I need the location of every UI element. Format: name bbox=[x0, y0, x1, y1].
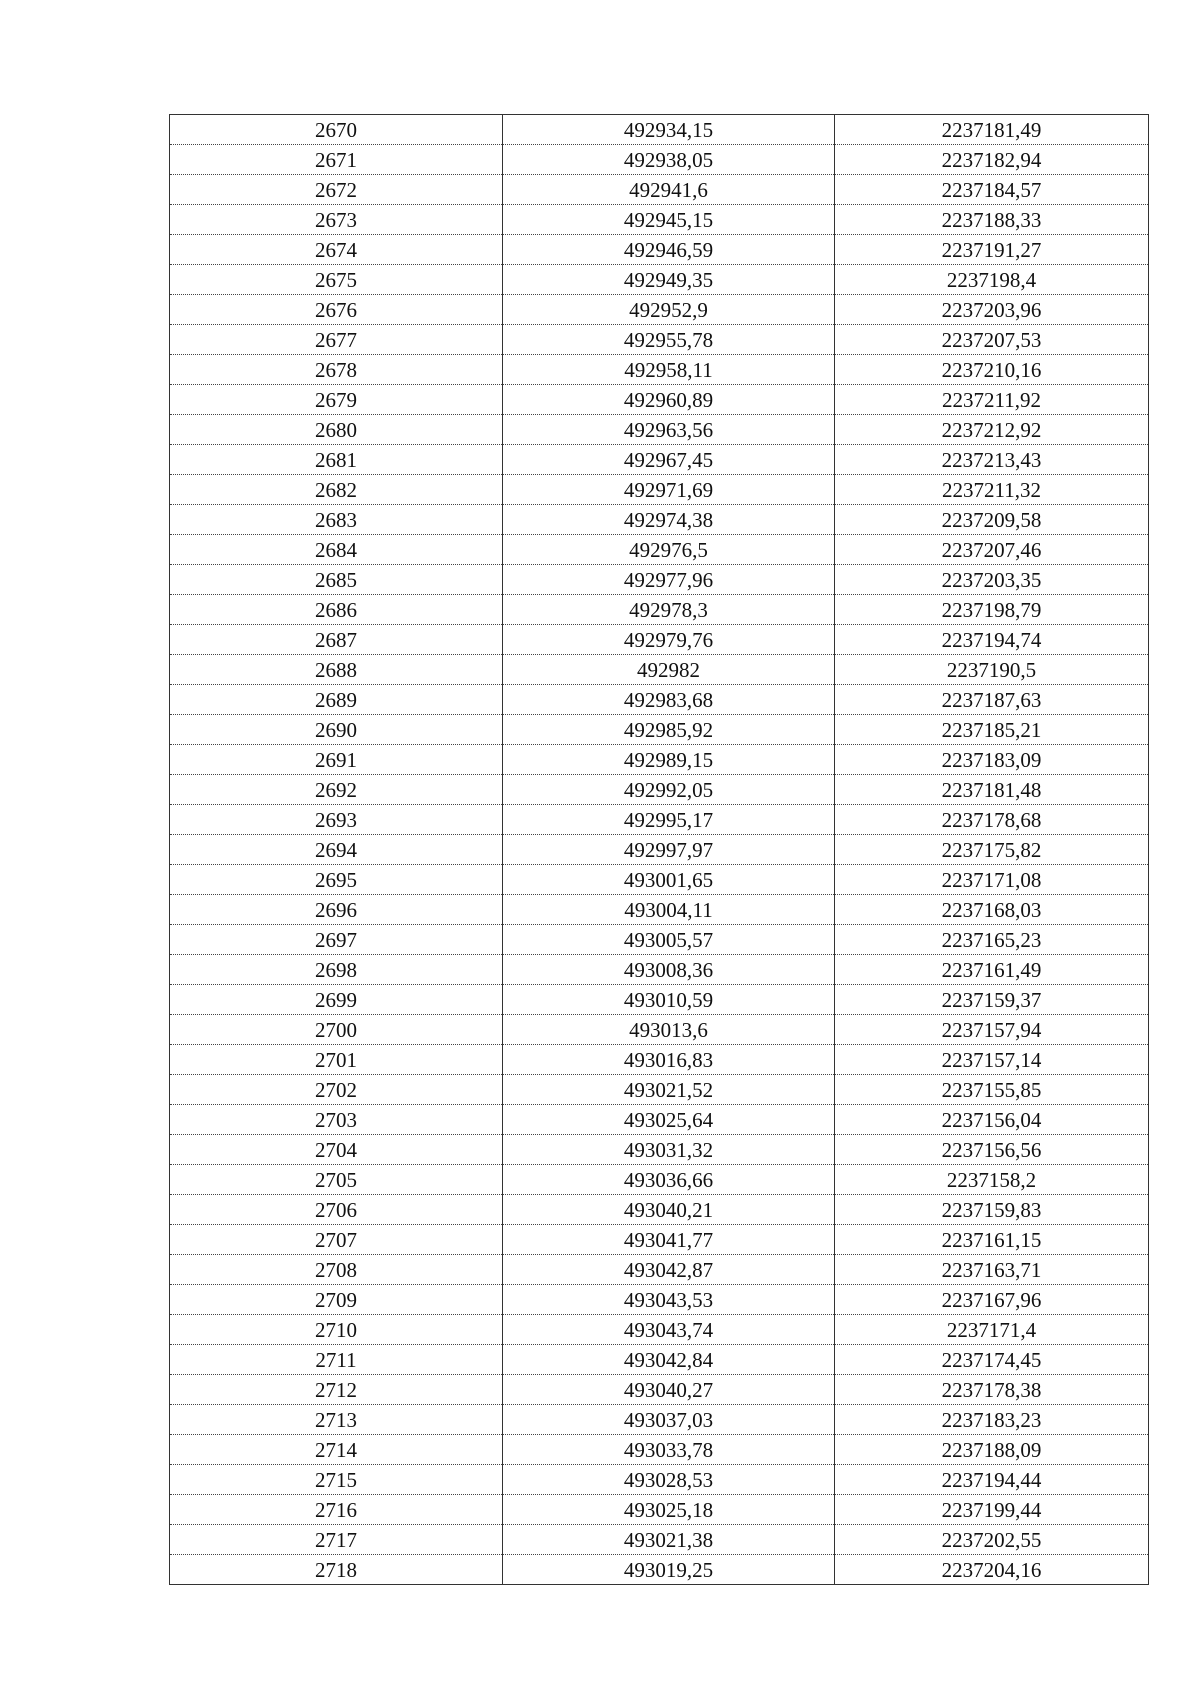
x-coordinate-cell: 493042,87 bbox=[503, 1255, 835, 1285]
table-row bbox=[170, 475, 1149, 505]
x-coordinate-cell: 492958,11 bbox=[503, 355, 835, 385]
y-coordinate-cell: 2237211,32 bbox=[835, 475, 1149, 505]
table-row bbox=[170, 205, 1149, 235]
table-row bbox=[170, 835, 1149, 865]
table-row bbox=[170, 115, 1149, 145]
y-coordinate-cell: 2237174,45 bbox=[835, 1345, 1149, 1375]
x-coordinate-cell: 493004,11 bbox=[503, 895, 835, 925]
table-row bbox=[170, 1345, 1149, 1375]
x-coordinate-cell: 492982 bbox=[503, 655, 835, 685]
x-coordinate-cell: 492995,17 bbox=[503, 805, 835, 835]
point-number-cell: 2674 bbox=[170, 235, 503, 265]
x-coordinate-cell: 493013,6 bbox=[503, 1015, 835, 1045]
x-coordinate-cell: 492985,92 bbox=[503, 715, 835, 745]
table-row bbox=[170, 1555, 1149, 1585]
x-coordinate-cell: 492989,15 bbox=[503, 745, 835, 775]
point-number-cell: 2692 bbox=[170, 775, 503, 805]
point-number-cell: 2695 bbox=[170, 865, 503, 895]
table-row bbox=[170, 385, 1149, 415]
point-number-cell: 2718 bbox=[170, 1555, 503, 1585]
table-row bbox=[170, 325, 1149, 355]
table-row bbox=[170, 1495, 1149, 1525]
x-coordinate-cell: 492938,05 bbox=[503, 145, 835, 175]
x-coordinate-cell: 493019,25 bbox=[503, 1555, 835, 1585]
y-coordinate-cell: 2237157,94 bbox=[835, 1015, 1149, 1045]
point-number-cell: 2717 bbox=[170, 1525, 503, 1555]
x-coordinate-cell: 493043,74 bbox=[503, 1315, 835, 1345]
point-number-cell: 2710 bbox=[170, 1315, 503, 1345]
y-coordinate-cell: 2237188,09 bbox=[835, 1435, 1149, 1465]
y-coordinate-cell: 2237213,43 bbox=[835, 445, 1149, 475]
table-row bbox=[170, 715, 1149, 745]
x-coordinate-cell: 493001,65 bbox=[503, 865, 835, 895]
table-row bbox=[170, 1045, 1149, 1075]
x-coordinate-cell: 493008,36 bbox=[503, 955, 835, 985]
point-number-cell: 2706 bbox=[170, 1195, 503, 1225]
x-coordinate-cell: 492967,45 bbox=[503, 445, 835, 475]
y-coordinate-cell: 2237207,46 bbox=[835, 535, 1149, 565]
table-row bbox=[170, 1525, 1149, 1555]
y-coordinate-cell: 2237204,16 bbox=[835, 1555, 1149, 1585]
point-number-cell: 2713 bbox=[170, 1405, 503, 1435]
y-coordinate-cell: 2237178,68 bbox=[835, 805, 1149, 835]
x-coordinate-cell: 493010,59 bbox=[503, 985, 835, 1015]
table-row bbox=[170, 1165, 1149, 1195]
table-row bbox=[170, 1105, 1149, 1135]
x-coordinate-cell: 492955,78 bbox=[503, 325, 835, 355]
y-coordinate-cell: 2237183,09 bbox=[835, 745, 1149, 775]
point-number-cell: 2670 bbox=[170, 115, 503, 145]
y-coordinate-cell: 2237178,38 bbox=[835, 1375, 1149, 1405]
y-coordinate-cell: 2237158,2 bbox=[835, 1165, 1149, 1195]
y-coordinate-cell: 2237167,96 bbox=[835, 1285, 1149, 1315]
y-coordinate-cell: 2237203,96 bbox=[835, 295, 1149, 325]
point-number-cell: 2708 bbox=[170, 1255, 503, 1285]
x-coordinate-cell: 492963,56 bbox=[503, 415, 835, 445]
x-coordinate-cell: 492983,68 bbox=[503, 685, 835, 715]
x-coordinate-cell: 493025,64 bbox=[503, 1105, 835, 1135]
point-number-cell: 2679 bbox=[170, 385, 503, 415]
table-row bbox=[170, 745, 1149, 775]
x-coordinate-cell: 492949,35 bbox=[503, 265, 835, 295]
table-row bbox=[170, 985, 1149, 1015]
x-coordinate-cell: 492952,9 bbox=[503, 295, 835, 325]
table-row bbox=[170, 265, 1149, 295]
x-coordinate-cell: 493028,53 bbox=[503, 1465, 835, 1495]
y-coordinate-cell: 2237181,48 bbox=[835, 775, 1149, 805]
table-row bbox=[170, 895, 1149, 925]
y-coordinate-cell: 2237212,92 bbox=[835, 415, 1149, 445]
y-coordinate-cell: 2237187,63 bbox=[835, 685, 1149, 715]
point-number-cell: 2690 bbox=[170, 715, 503, 745]
point-number-cell: 2701 bbox=[170, 1045, 503, 1075]
point-number-cell: 2689 bbox=[170, 685, 503, 715]
y-coordinate-cell: 2237199,44 bbox=[835, 1495, 1149, 1525]
point-number-cell: 2694 bbox=[170, 835, 503, 865]
x-coordinate-cell: 493021,38 bbox=[503, 1525, 835, 1555]
point-number-cell: 2685 bbox=[170, 565, 503, 595]
x-coordinate-cell: 493036,66 bbox=[503, 1165, 835, 1195]
table-row bbox=[170, 775, 1149, 805]
y-coordinate-cell: 2237175,82 bbox=[835, 835, 1149, 865]
table-row bbox=[170, 1315, 1149, 1345]
point-number-cell: 2676 bbox=[170, 295, 503, 325]
y-coordinate-cell: 2237165,23 bbox=[835, 925, 1149, 955]
table-row bbox=[170, 445, 1149, 475]
x-coordinate-cell: 493033,78 bbox=[503, 1435, 835, 1465]
point-number-cell: 2709 bbox=[170, 1285, 503, 1315]
y-coordinate-cell: 2237210,16 bbox=[835, 355, 1149, 385]
table-row bbox=[170, 1225, 1149, 1255]
y-coordinate-cell: 2237161,15 bbox=[835, 1225, 1149, 1255]
coordinate-table bbox=[169, 114, 1149, 1585]
x-coordinate-cell: 492974,38 bbox=[503, 505, 835, 535]
table-row bbox=[170, 805, 1149, 835]
point-number-cell: 2688 bbox=[170, 655, 503, 685]
x-coordinate-cell: 492977,96 bbox=[503, 565, 835, 595]
point-number-cell: 2683 bbox=[170, 505, 503, 535]
point-number-cell: 2704 bbox=[170, 1135, 503, 1165]
point-number-cell: 2681 bbox=[170, 445, 503, 475]
x-coordinate-cell: 492971,69 bbox=[503, 475, 835, 505]
point-number-cell: 2703 bbox=[170, 1105, 503, 1135]
x-coordinate-cell: 493043,53 bbox=[503, 1285, 835, 1315]
point-number-cell: 2696 bbox=[170, 895, 503, 925]
x-coordinate-cell: 492946,59 bbox=[503, 235, 835, 265]
point-number-cell: 2671 bbox=[170, 145, 503, 175]
point-number-cell: 2673 bbox=[170, 205, 503, 235]
point-number-cell: 2680 bbox=[170, 415, 503, 445]
x-coordinate-cell: 493021,52 bbox=[503, 1075, 835, 1105]
y-coordinate-cell: 2237209,58 bbox=[835, 505, 1149, 535]
x-coordinate-cell: 493025,18 bbox=[503, 1495, 835, 1525]
point-number-cell: 2684 bbox=[170, 535, 503, 565]
x-coordinate-cell: 492945,15 bbox=[503, 205, 835, 235]
y-coordinate-cell: 2237159,83 bbox=[835, 1195, 1149, 1225]
table-row bbox=[170, 145, 1149, 175]
x-coordinate-cell: 493040,27 bbox=[503, 1375, 835, 1405]
table-row bbox=[170, 655, 1149, 685]
table-row bbox=[170, 595, 1149, 625]
point-number-cell: 2698 bbox=[170, 955, 503, 985]
point-number-cell: 2691 bbox=[170, 745, 503, 775]
point-number-cell: 2714 bbox=[170, 1435, 503, 1465]
y-coordinate-cell: 2237202,55 bbox=[835, 1525, 1149, 1555]
y-coordinate-cell: 2237161,49 bbox=[835, 955, 1149, 985]
y-coordinate-cell: 2237194,44 bbox=[835, 1465, 1149, 1495]
point-number-cell: 2716 bbox=[170, 1495, 503, 1525]
table-row bbox=[170, 175, 1149, 205]
y-coordinate-cell: 2237159,37 bbox=[835, 985, 1149, 1015]
y-coordinate-cell: 2237168,03 bbox=[835, 895, 1149, 925]
point-number-cell: 2672 bbox=[170, 175, 503, 205]
point-number-cell: 2700 bbox=[170, 1015, 503, 1045]
table-row bbox=[170, 355, 1149, 385]
table-row bbox=[170, 505, 1149, 535]
table-row bbox=[170, 1465, 1149, 1495]
x-coordinate-cell: 492992,05 bbox=[503, 775, 835, 805]
table-row bbox=[170, 1015, 1149, 1045]
table-row bbox=[170, 1075, 1149, 1105]
point-number-cell: 2711 bbox=[170, 1345, 503, 1375]
x-coordinate-cell: 492997,97 bbox=[503, 835, 835, 865]
y-coordinate-cell: 2237194,74 bbox=[835, 625, 1149, 655]
x-coordinate-cell: 493005,57 bbox=[503, 925, 835, 955]
table-row bbox=[170, 865, 1149, 895]
table-row bbox=[170, 235, 1149, 265]
y-coordinate-cell: 2237190,5 bbox=[835, 655, 1149, 685]
table-row bbox=[170, 1135, 1149, 1165]
x-coordinate-cell: 492960,89 bbox=[503, 385, 835, 415]
table-row bbox=[170, 925, 1149, 955]
table-row bbox=[170, 1285, 1149, 1315]
x-coordinate-cell: 492941,6 bbox=[503, 175, 835, 205]
y-coordinate-cell: 2237188,33 bbox=[835, 205, 1149, 235]
table-row bbox=[170, 1405, 1149, 1435]
x-coordinate-cell: 493037,03 bbox=[503, 1405, 835, 1435]
table-row bbox=[170, 1255, 1149, 1285]
y-coordinate-cell: 2237163,71 bbox=[835, 1255, 1149, 1285]
x-coordinate-cell: 492978,3 bbox=[503, 595, 835, 625]
y-coordinate-cell: 2237156,56 bbox=[835, 1135, 1149, 1165]
x-coordinate-cell: 493042,84 bbox=[503, 1345, 835, 1375]
y-coordinate-cell: 2237184,57 bbox=[835, 175, 1149, 205]
point-number-cell: 2705 bbox=[170, 1165, 503, 1195]
y-coordinate-cell: 2237171,4 bbox=[835, 1315, 1149, 1345]
point-number-cell: 2687 bbox=[170, 625, 503, 655]
y-coordinate-cell: 2237198,79 bbox=[835, 595, 1149, 625]
point-number-cell: 2707 bbox=[170, 1225, 503, 1255]
point-number-cell: 2699 bbox=[170, 985, 503, 1015]
coordinate-table-body bbox=[170, 115, 1149, 1585]
point-number-cell: 2697 bbox=[170, 925, 503, 955]
table-row bbox=[170, 535, 1149, 565]
y-coordinate-cell: 2237155,85 bbox=[835, 1075, 1149, 1105]
point-number-cell: 2702 bbox=[170, 1075, 503, 1105]
y-coordinate-cell: 2237198,4 bbox=[835, 265, 1149, 295]
x-coordinate-cell: 492979,76 bbox=[503, 625, 835, 655]
x-coordinate-cell: 492934,15 bbox=[503, 115, 835, 145]
y-coordinate-cell: 2237181,49 bbox=[835, 115, 1149, 145]
table-row bbox=[170, 1375, 1149, 1405]
y-coordinate-cell: 2237203,35 bbox=[835, 565, 1149, 595]
table-row bbox=[170, 625, 1149, 655]
y-coordinate-cell: 2237191,27 bbox=[835, 235, 1149, 265]
table-row bbox=[170, 955, 1149, 985]
point-number-cell: 2712 bbox=[170, 1375, 503, 1405]
table-row bbox=[170, 1195, 1149, 1225]
y-coordinate-cell: 2237207,53 bbox=[835, 325, 1149, 355]
x-coordinate-cell: 493016,83 bbox=[503, 1045, 835, 1075]
point-number-cell: 2675 bbox=[170, 265, 503, 295]
y-coordinate-cell: 2237185,21 bbox=[835, 715, 1149, 745]
table-row bbox=[170, 565, 1149, 595]
point-number-cell: 2678 bbox=[170, 355, 503, 385]
point-number-cell: 2693 bbox=[170, 805, 503, 835]
x-coordinate-cell: 493041,77 bbox=[503, 1225, 835, 1255]
table-row bbox=[170, 685, 1149, 715]
point-number-cell: 2682 bbox=[170, 475, 503, 505]
table-row bbox=[170, 415, 1149, 445]
y-coordinate-cell: 2237182,94 bbox=[835, 145, 1149, 175]
y-coordinate-cell: 2237157,14 bbox=[835, 1045, 1149, 1075]
point-number-cell: 2715 bbox=[170, 1465, 503, 1495]
y-coordinate-cell: 2237183,23 bbox=[835, 1405, 1149, 1435]
point-number-cell: 2677 bbox=[170, 325, 503, 355]
x-coordinate-cell: 493031,32 bbox=[503, 1135, 835, 1165]
table-row bbox=[170, 295, 1149, 325]
y-coordinate-cell: 2237171,08 bbox=[835, 865, 1149, 895]
y-coordinate-cell: 2237211,92 bbox=[835, 385, 1149, 415]
point-number-cell: 2686 bbox=[170, 595, 503, 625]
x-coordinate-cell: 492976,5 bbox=[503, 535, 835, 565]
y-coordinate-cell: 2237156,04 bbox=[835, 1105, 1149, 1135]
x-coordinate-cell: 493040,21 bbox=[503, 1195, 835, 1225]
table-row bbox=[170, 1435, 1149, 1465]
